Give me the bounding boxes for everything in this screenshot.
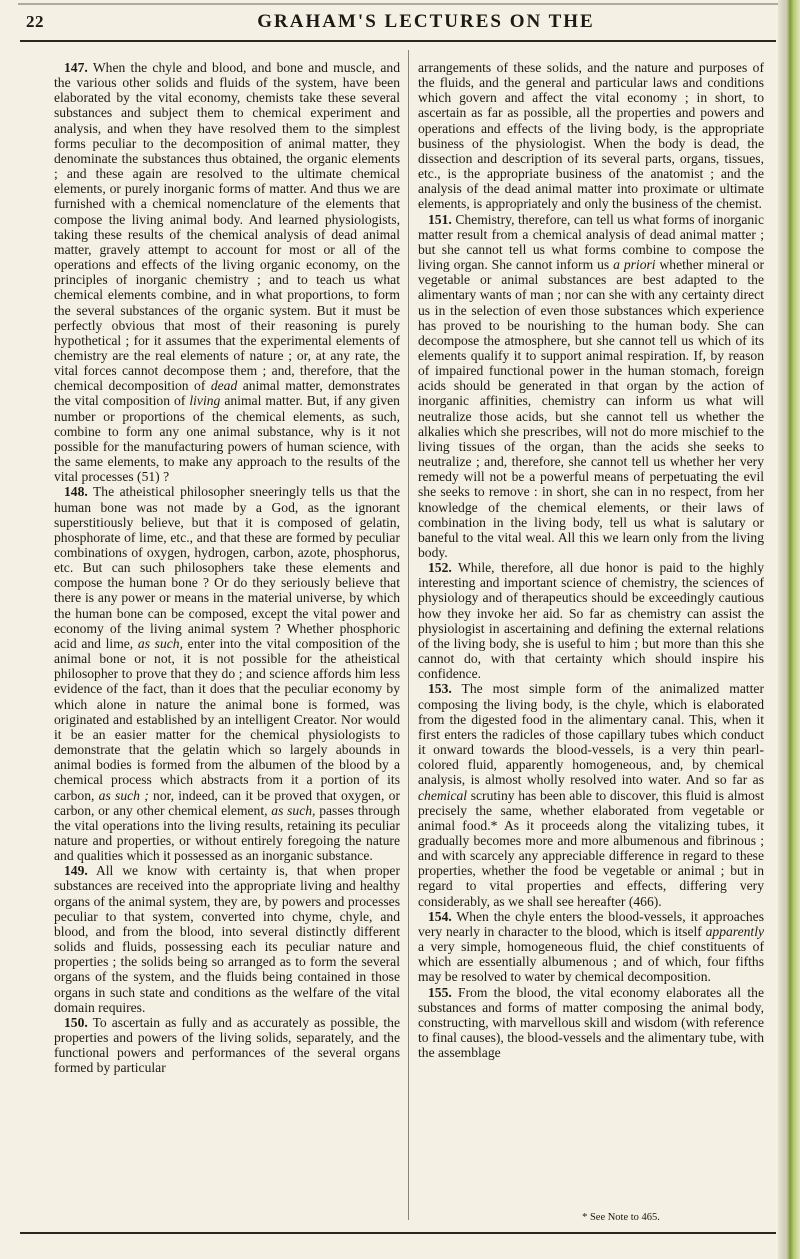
paragraph-151: 151. Chemistry, therefore, can tell us what forms of inorganic matter result from a chemical analysis of dead animal matter ; but she cannot tell us what forms combine to compose the living organ. She cannot inform us a priori whether mineral or vegetable or animal substances are best adapted to the alimentary wants of man ; nor can she with any certainty direct us in the selection of even those substances which experience has proved to be nourishing to the human body. She can decompose the atmosphere, but she cannot tell us which of its elements qualify it to support animal respiration. If, by reason of impaired functional power in the human stomach, foreign acids should be generated in that organ by the action of inorganic affinities, chemistry can inform us what will neutralize those acids, but she cannot tell us whether the alkalies which she prescribes, will not do more mischief to the living tissues of the organ, than the acids she seeks to neutralize ; and, therefore, she cannot tell us whether her very remedy will not be a powerful means of perpetuating the evil she seeks to remove : in short, she can in no respect, from her knowledge of the chemical elements, or their laws of combination in the living body, tell us what is salutary or baneful to the vital weal. All this we learn only from the living body.	[418, 211, 764, 560]
paragraph-148: 148. The atheistical philosopher sneeringly tells us that the human bone was not made by a God, as the ignorant superstitiously believe, but that it is composed of gelatin, phosphorate of lime, etc., and that these are formed by peculiar combinations of oxygen, hydrogen, carbon, azote, phosphorus, etc. But can such philosophers take these elements and compose the human bone ? Or do they seriously believe that there is any power or means in the material universe, by which the human bone can be composed, except the vital power and economy of the living animal system ? Whether phosphoric acid and lime, as such, enter into the vital composition of the animal bone or not, it is not possible for the atheistical philosopher to prove that they do ; and science affords him less evidence of the fact, than it does that the peculiar economy by which alone in nature the animal bone is formed, was originated and established by an intelligent Creator. Nor would it be an easier matter for the chemical physiologists to demonstrate that the gelatin which so largely abounds in animal bodies is formed from the albumen of the blood by a chemical process which abstracts from it a portion of its carbon, as such ; nor, indeed, can it be proved that oxygen, or carbon, or any other chemical element, as such, passes through the vital operations into the living results, retaining its peculiar nature and properties, or without entirely foregoing the nature and qualities which it possessed as an inorganic substance.	[54, 484, 401, 864]
paragraph-152: 152. While, therefore, all due honor is paid to the highly interesting and important science of chemistry, the sciences of physiology and of therapeutics should be exceedingly cautious how they invoke her aid. So far as chemistry can assist the physiologist in ascertaining and defining the external relations of the living body, she is useful to him ; but more than this she cannot do, with that certainty which should inspire his confidence.	[418, 560, 764, 682]
paragraph-155: 155. From the blood, the vital economy elaborates all the substances and forms of matter composing the animal body, constructing, with marvellous skill and wisdom (with reference to final causes), the blood-vessels and the alimentary tube, with the assemblage	[418, 984, 764, 1061]
right-column	[418, 60, 764, 1060]
paragraph-150-continued: arrangements of these solids, and the nature and purposes of the fluids, and the general and particular laws and conditions which govern and affect the vital economy ; in short, to ascertain as far as possible, all the properties and powers and operations and effects of the living body, is the appropriate business of the physiologist. When the body is dead, the dissection and description of its several parts, organs, tissues, etc., is the appropriate business of the anatomist ; and the analysis of the dead animal matter into proximate or ultimate elements, is appropriately and only the business of the chemist.	[418, 60, 764, 212]
header-rule	[20, 40, 776, 42]
paragraph-154: 154. When the chyle enters the blood-vessels, it approaches very nearly in character to the blood, which is itself apparently a very simple, homogeneous fluid, the chief constituents of which are essentially albumenous ; and of which, four fifths may be resolved to water by chemical decomposition.	[418, 908, 764, 985]
bottom-rule	[20, 1232, 776, 1234]
footnote: * See Note to 465.	[582, 1212, 660, 1223]
paragraph-147: 147. When the chyle and blood, and bone and muscle, and the various other solids and fluids of the system, have been elaborated by the vital economy, chemists take these several substances and subject them to chemical experiment and analysis, and when they have resolved them to the simplest forms peculiar to the decomposition of animal matter, they denominate the substances thus obtained, the organic elements ; and these again are resolved to the ultimate chemical elements, or purely inorganic forms of matter. And thus we are furnished with a chemical nomenclature of the elements that compose the living animal body. And learned physiologists, taking these results of the chemical analysis of dead animal matter, gravely attempt to account for most or all of the operations and effects of the living organic economy, on the principles of inorganic chemistry ; and to teach us what chemical elements combine, and in what proportions, to form the several substances of the organic system. But it must be perfectly obvious that most of their reasoning is purely hypothetical ; for it assumes that the experimental elements of chemistry are the real elements of nature ; or, at any rate, the vital forces cannot decompose them ; and, therefore, that the chemical decomposition of dead animal matter, demonstrates the vital composition of living animal matter. But, if any given number or proportions of the chemical elements, as such, combine to form any one animal substance, why is it not possible for the manufacturing powers of human science, with the same elements, to make any approach to the results of the vital processes (51) ?	[54, 60, 400, 485]
paragraph-150: 150. To ascertain as fully and as accurately as possible, the properties and powers of the living solids, separately, and the functional powers and performances of the several organs formed by particular	[54, 1014, 400, 1076]
left-column	[54, 60, 400, 1075]
running-title: GRAHAM'S LECTURES ON THE	[257, 11, 595, 32]
paragraph-153: 153. The most simple form of the animalized matter composing the living body, is the chyle, which is elaborated from the digested food in the alimentary canal. This, when it first enters the radicles of those capillary tubes which conduct it onward towards the blood-vessels, is a very thin pearl-colored fluid, apparently homogeneous, and, by chemical analysis, is almost wholly resolved into water. And so far as chemical scrutiny has been able to discover, this fluid is almost precisely the same, whether elaborated from vegetable or animal food.* As it proceeds along the vitalizing tubes, it gradually becomes more and more albumenous and fibrinous ; and with scarcely any appreciable difference in regard to these properties, whether the food be vegetable or animal ; but in regard to vital properties and effects, differing very considerably, as we shall see hereafter (466).	[418, 681, 764, 909]
page-header	[22, 10, 770, 40]
column-divider	[408, 50, 409, 1220]
page-edge-shadow	[778, 0, 800, 1259]
paragraph-149: 149. All we know with certainty is, that when proper substances are received into the appropriate living and healthy organs of the animal system, they are, by powers and processes peculiar to that system, converted into chyme, chyle, and blood, and from the blood, into several distinctly different solids and fluids, possessing each its peculiar nature and properties ; the solids being so arranged as to form the several organs of the system, and the fluids being contained in those organs in such state and conditions as the welfare of the vital domain requires.	[54, 863, 400, 1015]
page-number: 22	[26, 12, 44, 31]
top-edge-rule	[18, 3, 782, 5]
